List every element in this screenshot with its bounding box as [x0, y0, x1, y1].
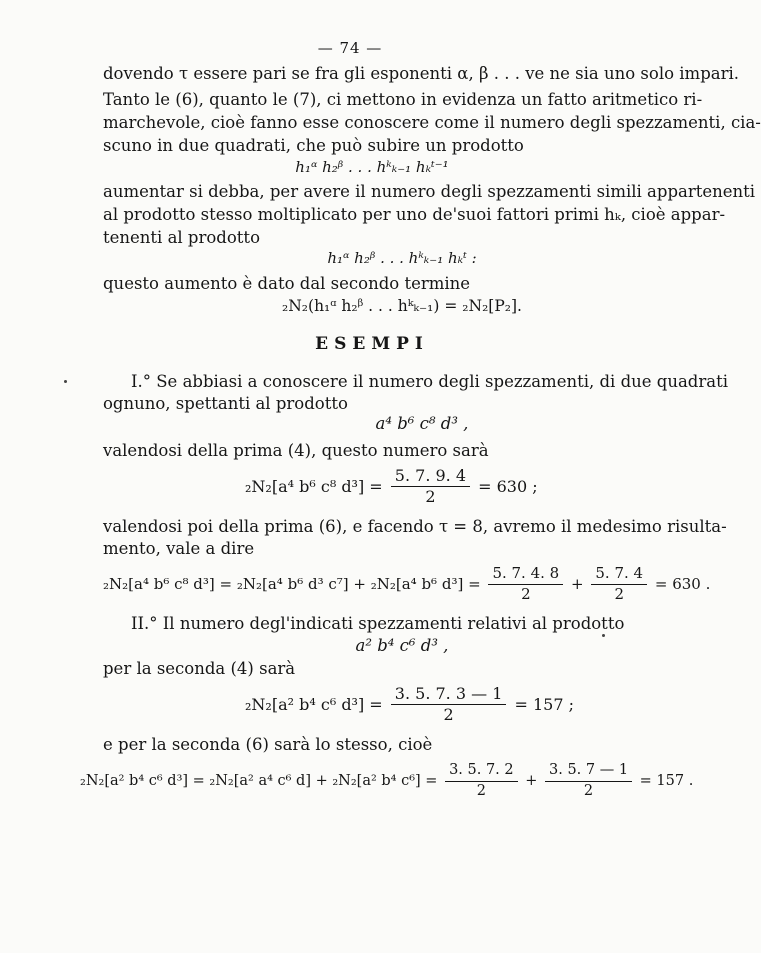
- fraction: [545, 761, 632, 801]
- fraction-denominator: 2: [583, 783, 594, 799]
- equation-result: = 630 ;: [478, 476, 538, 496]
- text-line: dovendo τ essere pari se fra gli esponenti α, β . . . ve ne sia uno solo impari.: [103, 64, 740, 83]
- fraction-denominator: 2: [443, 705, 454, 724]
- equation-lhs: ₂N₂[a² b⁴ c⁶ d³] =: [245, 694, 383, 714]
- text-line: valendosi della prima (4), questo numero sarà: [103, 441, 489, 460]
- text-line: per la seconda (4) sarà: [103, 659, 296, 678]
- fraction: [445, 761, 518, 801]
- fraction: [488, 564, 563, 604]
- example1-equation-1: [245, 466, 538, 506]
- plus-sign: +: [525, 773, 538, 789]
- fraction-denominator: 2: [614, 585, 624, 603]
- formula-product-1: h₁ᵅ h₂ᵝ . . . hᵏₖ₋₁ hₖᵗ⁻¹: [295, 158, 449, 176]
- plus-sign: +: [571, 575, 584, 593]
- formula-second-term: ₂N₂(h₁ᵅ h₂ᵝ . . . hᵏₖ₋₁) = ₂N₂[P₂].: [282, 297, 522, 315]
- text-line: II.° Il numero degl'indicati spezzamenti relativi al prodotto: [131, 614, 625, 633]
- text-line: ognuno, spettanti al prodotto: [103, 394, 348, 413]
- section-heading: ESEMPI: [315, 334, 429, 354]
- text-line: scuno in due quadrati, che può subire un prodotto: [103, 136, 524, 155]
- example2-equation-1: [245, 684, 574, 724]
- fraction-denominator: 2: [476, 783, 486, 799]
- equation-lhs: ₂N₂[a² b⁴ c⁶ d³] = ₂N₂[a² a⁴ c⁶ d] + ₂N₂[a² b⁴ c⁶] =: [80, 773, 438, 789]
- fraction: [391, 466, 470, 506]
- text-line: e per la seconda (6) sarà lo stesso, cioè: [103, 735, 433, 754]
- text-line: tenenti al prodotto: [103, 228, 260, 247]
- fraction-numerator: 3. 5. 7. 3 — 1: [391, 684, 507, 705]
- ink-speck: [64, 380, 67, 383]
- example1-equation-2: [103, 564, 710, 604]
- text-line: valendosi poi della prima (6), e facendo τ = 8, avremo il medesimo risulta-: [103, 517, 727, 536]
- fraction: [591, 564, 647, 604]
- example2-product: a² b⁴ c⁶ d³ ,: [355, 636, 449, 655]
- example2-equation-2: [80, 761, 693, 801]
- text-line: questo aumento è dato dal secondo termine: [103, 274, 471, 293]
- fraction-numerator: 5. 7. 4. 8: [488, 564, 563, 585]
- fraction-denominator: 2: [425, 487, 436, 506]
- text-line: I.° Se abbiasi a conoscere il numero degli spezzamenti, di due quadrati: [131, 372, 728, 391]
- equation-result: = 157 ;: [514, 694, 574, 714]
- fraction-numerator: 5. 7. 9. 4: [391, 466, 470, 487]
- fraction-numerator: 3. 5. 7 — 1: [545, 761, 632, 782]
- equation-lhs: ₂N₂[a⁴ b⁶ c⁸ d³] = ₂N₂[a⁴ b⁶ d³ c⁷] + ₂N₂[a⁴ b⁶ d³] =: [103, 575, 481, 593]
- page-number: — 74 —: [317, 39, 383, 57]
- fraction: [391, 684, 507, 724]
- text-line: aumentar si debba, per avere il numero degli spezzamenti simili appartenenti: [103, 182, 756, 201]
- fraction-denominator: 2: [521, 585, 531, 603]
- equation-result: = 630 .: [654, 575, 711, 593]
- text-line: Tanto le (6), quanto le (7), ci mettono in evidenza un fatto aritmetico ri-: [103, 90, 703, 109]
- fraction-numerator: 3. 5. 7. 2: [445, 761, 518, 782]
- fraction-numerator: 5. 7. 4: [591, 564, 647, 585]
- example1-product: a⁴ b⁶ c⁸ d³ ,: [375, 414, 469, 433]
- text-line: al prodotto stesso moltiplicato per uno de'suoi fattori primi hₖ, cioè appar-: [103, 205, 726, 224]
- ink-speck: [602, 634, 605, 637]
- formula-product-2: h₁ᵅ h₂ᵝ . . . hᵏₖ₋₁ hₖᵗ :: [327, 249, 477, 267]
- equation-lhs: ₂N₂[a⁴ b⁶ c⁸ d³] =: [245, 476, 383, 496]
- text-line: marchevole, cioè fanno esse conoscere come il numero degli spezzamenti, cia-: [103, 113, 761, 132]
- equation-result: = 157 .: [639, 773, 694, 789]
- text-line: mento, vale a dire: [103, 539, 255, 558]
